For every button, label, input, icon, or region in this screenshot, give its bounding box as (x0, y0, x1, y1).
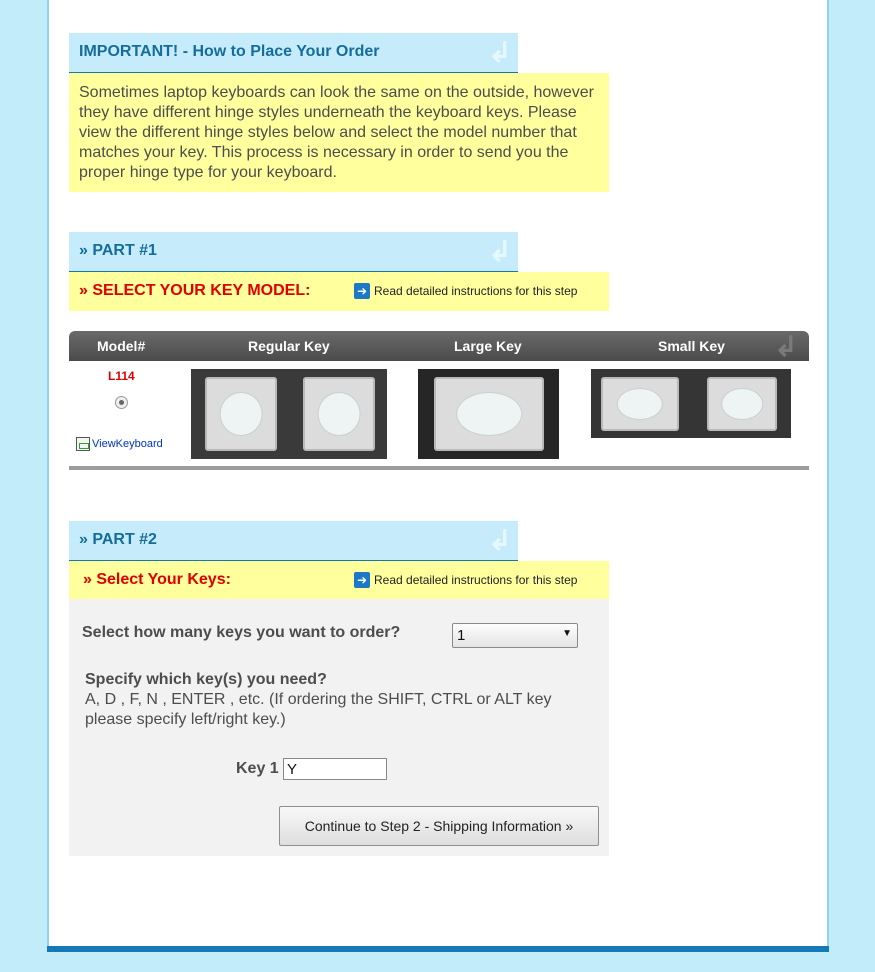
part2-header (69, 521, 609, 561)
arrow-icon: ↲ (774, 331, 798, 362)
key-selection-form (69, 599, 609, 856)
table-bottom-border (69, 466, 809, 470)
arrow-right-icon: ➜ (354, 283, 370, 299)
continue-button[interactable]: Continue to Step 2 - Shipping Information » (279, 806, 599, 846)
model-table-header (69, 331, 809, 361)
col-model: Model# (97, 338, 146, 354)
col-regular-key: Regular Key (248, 338, 330, 354)
part1-instructions-label: Read detailed instructions for this step (374, 284, 578, 298)
view-keyboard-link[interactable] (76, 437, 163, 451)
arrow-icon: ↲ (488, 236, 512, 267)
part1-title: » PART #1 (79, 242, 157, 259)
part2-title: » PART #2 (79, 531, 157, 548)
arrow-right-icon: ➜ (354, 572, 370, 588)
important-notice (69, 73, 609, 192)
part2-instructions-label: Read detailed instructions for this step (374, 573, 578, 587)
part2-instructions-link[interactable] (354, 572, 577, 588)
key1-label: Key 1 (236, 760, 279, 777)
specify-keys-hint: A, D , F, N , ENTER , etc. (If ordering the SHIFT, CTRL or ALT key please specify left/right key.) (85, 691, 552, 728)
arrow-icon: ↲ (488, 37, 512, 68)
quantity-value: 1 (457, 627, 466, 644)
important-body: Sometimes laptop keyboards can look the same on the outside, however they have different hinge styles underneath the keyboard keys. Please view the different hinge styles below and select the model number that matches your key. This process is necessary in order to send you the proper hinge type for your keyboard. (79, 84, 594, 181)
arrow-icon: ↲ (488, 525, 512, 556)
col-small-key: Small Key (658, 338, 725, 354)
page-bottom-bar (47, 946, 829, 952)
specify-keys-title: Specify which key(s) you need? (85, 671, 327, 688)
part2-step-bar (69, 561, 609, 600)
small-key-image (591, 369, 791, 438)
key1-input[interactable] (283, 758, 387, 780)
quantity-question: Select how many keys you want to order? (82, 624, 401, 641)
col-large-key: Large Key (454, 338, 522, 354)
regular-key-image (191, 369, 387, 459)
keyboard-icon (76, 437, 90, 451)
select-your-keys-title: » Select Your Keys: (83, 571, 231, 588)
part1-step-bar (69, 272, 609, 311)
chevron-down-icon: ▼ (562, 628, 572, 639)
important-title: IMPORTANT! - How to Place Your Order (79, 43, 380, 60)
model-number: L114 (108, 369, 135, 383)
part1-instructions-link[interactable] (354, 283, 577, 299)
large-key-image (418, 369, 559, 459)
select-key-model-title: » SELECT YOUR KEY MODEL: (79, 282, 311, 299)
page-content (47, 0, 829, 952)
part1-header (69, 232, 609, 272)
important-header (69, 33, 609, 73)
view-keyboard-label: ViewKeyboard (92, 438, 163, 450)
model-radio[interactable] (115, 396, 128, 409)
quantity-select[interactable] (452, 623, 578, 648)
